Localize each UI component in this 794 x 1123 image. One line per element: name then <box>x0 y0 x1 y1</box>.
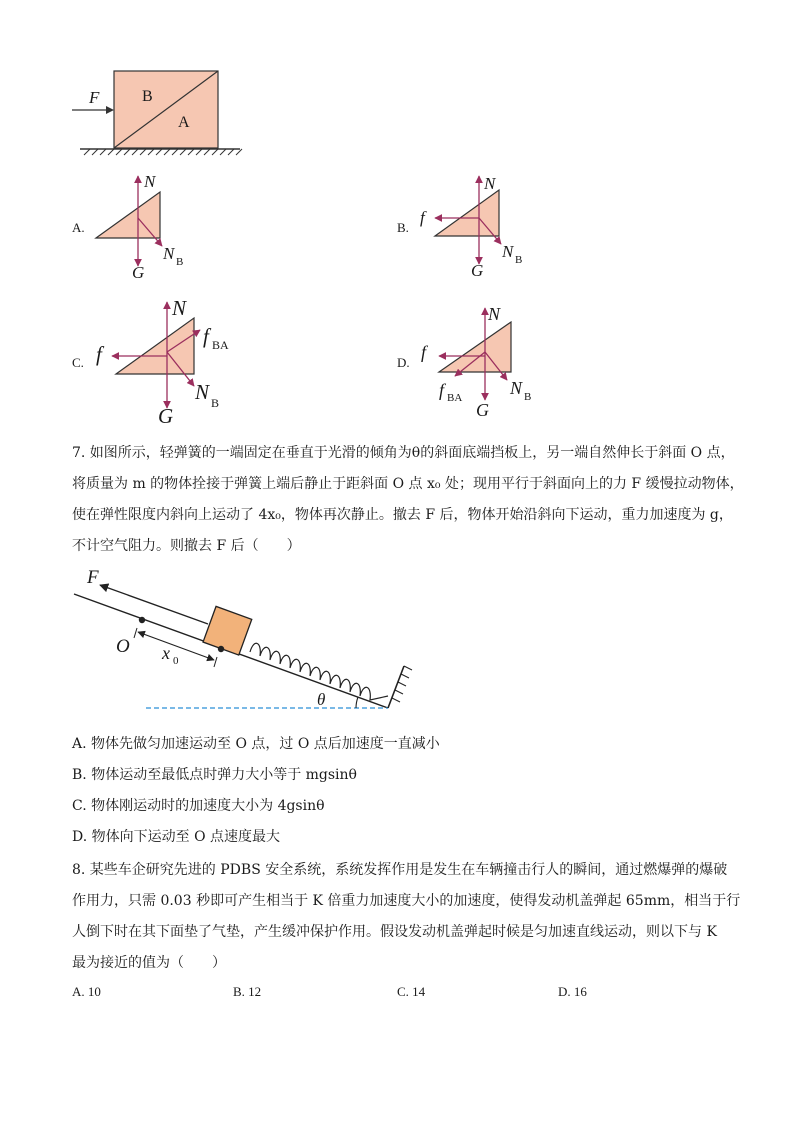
q7-line-1: 7. 如图所示，轻弹簧的一端固定在垂直于光滑的倾角为θ的斜面底端挡板上，另一端自然伸长于斜面 O 点， <box>72 445 735 461</box>
wedge-d <box>439 322 511 372</box>
force-label: F <box>89 88 100 107</box>
label-nb-sub: B <box>211 396 220 410</box>
block-a-label: A <box>178 114 190 131</box>
label-nb: N <box>195 380 210 404</box>
label-theta: θ <box>317 690 326 709</box>
q7-choice-a[interactable]: A. 物体先做匀加速运动至 O 点，过 O 点后加速度一直减小 <box>72 736 440 752</box>
q8-choice-c[interactable]: C. 14 <box>397 984 426 999</box>
q7-choice-c[interactable]: C. 物体刚运动时的加速度大小为 4gsinθ <box>72 798 325 814</box>
q7-line-3: 使在弹性限度内斜向上运动了 4x₀，物体再次静止。撤去 F 后，物体开始沿斜向下运动，重力加速度为 g， <box>72 507 733 523</box>
label-nb-sub: B <box>524 391 532 403</box>
point-o <box>139 617 145 623</box>
point-x0 <box>218 646 224 652</box>
label-nb: N <box>502 242 514 261</box>
baffle-plate <box>388 666 404 708</box>
label-f: f <box>421 342 427 362</box>
q7-line-4: 不计空气阻力。则撤去 F 后（ ） <box>72 538 301 554</box>
label-fba: f <box>203 324 209 348</box>
block <box>203 606 252 655</box>
label-fba-sub: BA <box>212 338 229 352</box>
q8-line-3: 人倒下时在其下面垫了气垫，产生缓冲保护作用。假设发动机盖弹起时候是匀加速直线运动，则以下与 K <box>72 924 717 940</box>
label-x0: x <box>162 643 170 663</box>
label-fba: f <box>439 380 445 400</box>
ground-hatch <box>84 149 242 155</box>
label-f: f <box>96 342 102 366</box>
label-n: N <box>488 304 501 324</box>
q8-choice-a[interactable]: A. 10 <box>72 984 101 999</box>
label-nb-sub: B <box>176 256 184 268</box>
label-fba-sub: BA <box>447 392 463 404</box>
x0-tick-left <box>134 628 137 638</box>
x0-tick-right <box>214 657 217 667</box>
option-d-letter: D. <box>397 355 410 370</box>
label-x0-sub: 0 <box>173 655 179 667</box>
label-g: G <box>132 263 145 282</box>
q7-choice-d[interactable]: D. 物体向下运动至 O 点速度最大 <box>72 829 281 845</box>
theta-arc <box>356 697 358 708</box>
q8-line-2: 作用力，只需 0.03 秒即可产生相当于 K 倍重力加速度大小的加速度，使得发动机盖弹起 65mm，相当于行 <box>72 893 741 909</box>
label-n: N <box>172 296 187 320</box>
label-nb: N <box>163 244 175 263</box>
q8-choice-d[interactable]: D. 16 <box>558 984 587 999</box>
label-o: O <box>116 636 130 657</box>
label-n: N <box>144 172 156 191</box>
q7-line-2: 将质量为 m 的物体拴接于弹簧上端后静止于距斜面 O 点 x₀ 处；现用平行于斜面向上的力 F 缓慢拉动物体， <box>72 476 744 492</box>
block-b-label: B <box>142 88 153 105</box>
q8-line-4: 最为接近的值为（ ） <box>72 955 226 971</box>
q8-choice-b[interactable]: B. 12 <box>233 984 262 999</box>
q8-line-1: 8. 某些车企研究先进的 PDBS 安全系统，系统发挥作用是发生在车辆撞击行人的瞬间，通过燃爆弹的爆破 <box>72 862 728 878</box>
option-c-letter: C. <box>72 355 84 370</box>
wedge-a <box>96 192 160 238</box>
label-f: f <box>420 208 425 227</box>
label-nb-sub: B <box>515 254 523 266</box>
wedge-c <box>116 318 194 374</box>
wedge-b <box>435 190 499 236</box>
label-g: G <box>471 261 484 280</box>
force-arrowhead <box>106 106 114 114</box>
label-nb: N <box>510 378 523 398</box>
force-f-arrow <box>100 585 208 624</box>
label-g: G <box>476 400 489 420</box>
label-n: N <box>484 174 496 193</box>
label-g: G <box>158 404 174 428</box>
q7-choice-b[interactable]: B. 物体运动至最低点时弹力大小等于 mgsinθ <box>72 767 357 783</box>
option-a-letter: A. <box>72 220 85 235</box>
label-f-incline: F <box>87 567 99 588</box>
option-b-letter: B. <box>397 220 409 235</box>
blocks-ab-figure <box>66 66 246 160</box>
